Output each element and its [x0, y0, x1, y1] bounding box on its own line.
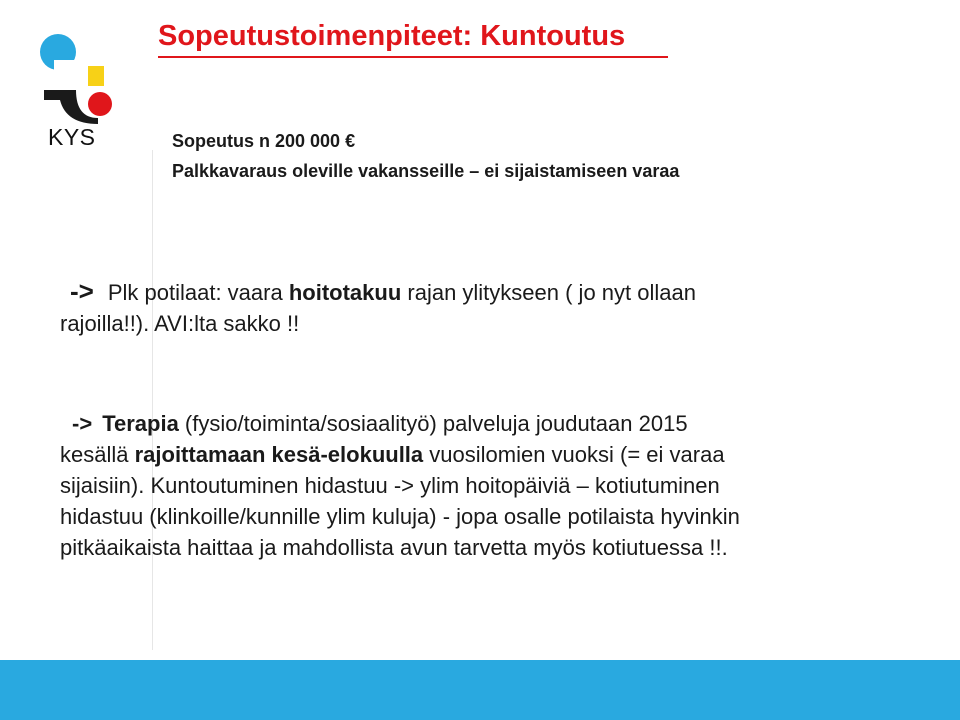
divider-line	[152, 150, 153, 650]
arrow-marker: ->	[72, 411, 93, 436]
kys-logo	[34, 30, 114, 155]
para2-text-4: sijaisiin). Kuntoutuminen hidastuu -> ylim hoitopäiviä – kotiutuminen	[60, 473, 720, 498]
paragraph-therapy	[60, 408, 920, 563]
subtitle-line-1: Sopeutus n 200 000 €	[172, 131, 356, 151]
para1-bold-hoitotakuu: hoitotakuu	[288, 280, 402, 305]
para2-text-6: pitkäaikaista haittaa ja mahdollista avun tarvetta myös kotiutuessa !!.	[60, 535, 728, 560]
para1-text-a: Plk potilaat: vaara	[107, 280, 289, 305]
para2-bold-rajoittamaan: rajoittamaan kesä-elokuulla	[134, 442, 424, 467]
title-underline	[158, 56, 668, 58]
kys-logo-icon	[34, 30, 114, 125]
para2-bold-terapia: Terapia	[102, 411, 179, 436]
para2-text-5: hidastuu (klinkoille/kunnille ylim kuluja) - jopa osalle potilaista hyvinkin	[60, 504, 740, 529]
para1-text-c: rajoilla!!). AVI:lta sakko !!	[60, 311, 300, 336]
page-title: Sopeutustoimenpiteet: Kuntoutus	[158, 20, 626, 52]
footer-bar	[0, 660, 960, 720]
logo-text: KYS	[48, 124, 96, 150]
para1-text-b: rajan ylitykseen ( jo nyt ollaan	[401, 280, 696, 305]
para2-text-1: (fysio/toiminta/sosiaalityö) palveluja joudutaan 2015	[178, 411, 688, 436]
arrow-marker: ->	[70, 276, 94, 306]
paragraph-outpatients	[60, 276, 920, 339]
subtitle-line-2: Palkkavaraus oleville vakansseille – ei sijaistamiseen varaa	[172, 161, 680, 181]
para2-text-3: vuosilomien vuoksi (= ei varaa	[423, 442, 725, 467]
para2-text-2: kesällä	[60, 442, 135, 467]
